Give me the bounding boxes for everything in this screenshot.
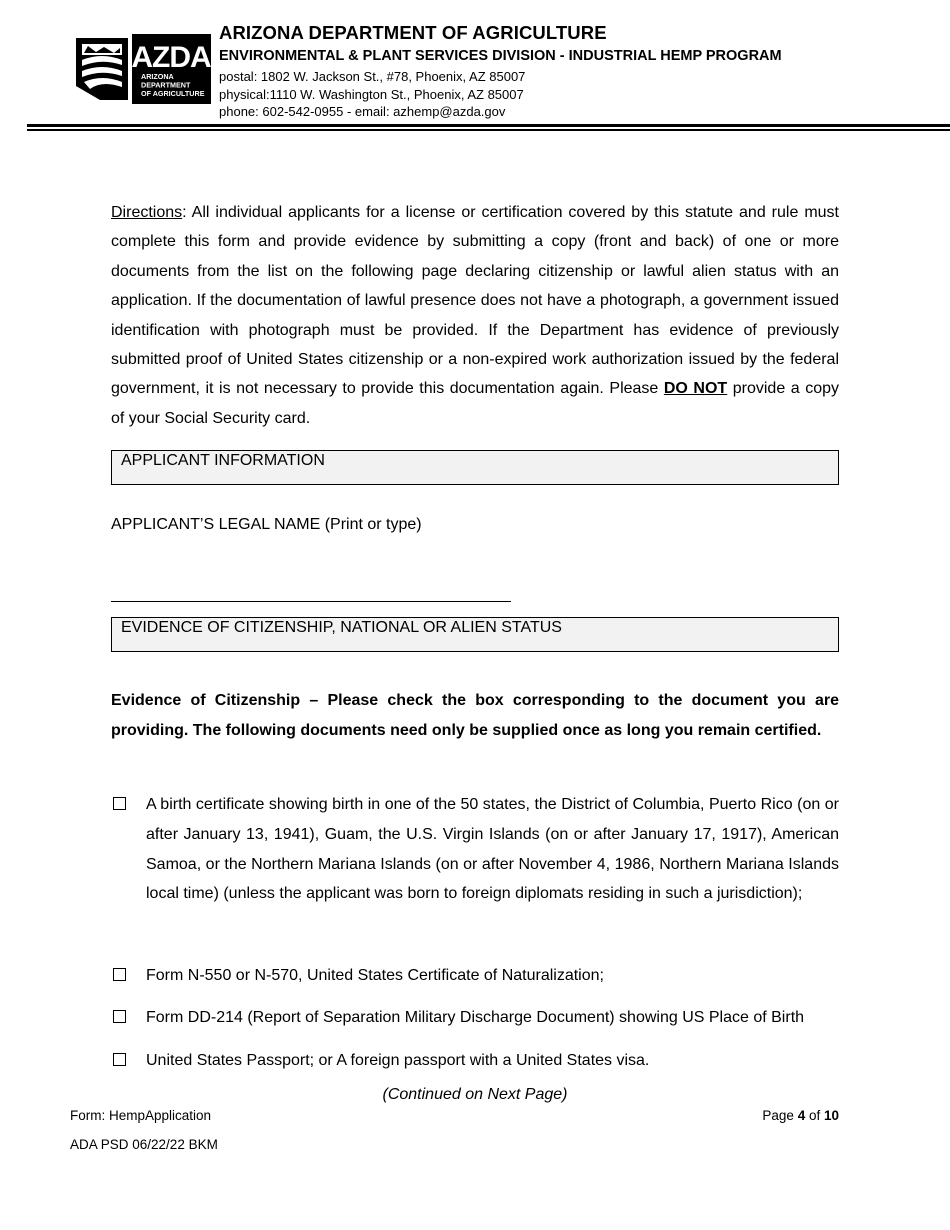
applicant-information-title: APPLICANT INFORMATION — [121, 452, 325, 469]
legal-name-label: APPLICANT’S LEGAL NAME (Print or type) — [111, 516, 422, 533]
page-total: 10 — [823, 1108, 839, 1123]
header-rule-thin — [27, 129, 950, 131]
page-mid: of — [805, 1108, 824, 1123]
checklist-item-text: Form N-550 or N-570, United States Certificate of Naturalization; — [146, 967, 604, 984]
directions-label: Directions — [111, 204, 183, 221]
revision-code: ADA PSD 06/22/22 BKM — [70, 1137, 218, 1152]
postal-address: postal: 1802 W. Jackson St., #78, Phoenix, AZ 85007 — [219, 69, 526, 84]
logo-subtext-1: ARIZONA — [141, 72, 174, 81]
evidence-instructions: Evidence of Citizenship – Please check the box corresponding to the document you are providing. The following documents need only be supplied once as long you remain certified. — [111, 692, 839, 739]
directions-text-end: provide a copy of your Social Security card. — [111, 380, 840, 427]
header-rule-thick — [27, 124, 950, 127]
do-not-emphasis: DO NOT — [663, 380, 728, 398]
page-current: 4 — [797, 1108, 806, 1123]
naturalization-checkbox[interactable] — [113, 968, 126, 981]
logo-subtext-3: OF AGRICULTURE — [141, 89, 205, 98]
logo-wordmark: AZDA — [131, 41, 211, 74]
department-title: ARIZONA DEPARTMENT OF AGRICULTURE — [219, 22, 607, 43]
physical-address: physical:1110 W. Washington St., Phoenix, AZ 85007 — [219, 86, 524, 102]
division-title: ENVIRONMENTAL & PLANT SERVICES DIVISION - INDUSTRIAL HEMP PROGRAM — [219, 48, 782, 64]
continued-note: (Continued on Next Page) — [382, 1086, 568, 1103]
form-name: Form: HempApplication — [70, 1108, 212, 1123]
logo-subtext-2: DEPARTMENT — [141, 80, 191, 90]
page-prefix: Page — [762, 1108, 798, 1123]
directions-paragraph — [111, 198, 839, 433]
applicant-information-header — [111, 450, 839, 485]
birth-certificate-checkbox[interactable] — [113, 797, 126, 810]
directions-text: : All individual applicants for a license or certification covered by this statute and rule must complete this form and provide evidence by submitting a copy (front and back) of one or more documents from the list on the following page declaring citizenship or lawful alien status with an application. If the documentation of lawful presence does not have a photograph, a government issued identification with photograph must be provided. If the Department has evidence of previously submitted proof of United States citizenship or a non-expired work authorization issued by the federal government, it is not necessary to provide this documentation again. Please — [111, 204, 839, 398]
evidence-header-title: EVIDENCE OF CITIZENSHIP, NATIONAL OR ALIEN STATUS — [121, 619, 562, 636]
checklist-item-text: Form DD-214 (Report of Separation Military Discharge Document) showing US Place of Birth — [146, 1009, 805, 1026]
checklist-item-text: A birth certificate showing birth in one of the 50 states, the District of Columbia, Puerto Rico (on or after January 13, 1941), Guam, the U.S. Virgin Islands (on or after January 17, 1917), American Samoa, or the Northern Mariana Islands (on or after November 4, 1986, Northern Mariana Islands local time) (unless the applicant was born to foreign diplomats residing in such a jurisdiction); — [146, 796, 839, 903]
letterhead — [219, 24, 782, 121]
page-number — [762, 1108, 839, 1123]
dd214-checkbox[interactable] — [113, 1010, 126, 1023]
evidence-header — [111, 617, 839, 652]
checklist-item-text: United States Passport; or A foreign passport with a United States visa. — [146, 1052, 650, 1069]
legal-name-field[interactable] — [111, 601, 511, 602]
contact-info: phone: 602-542-0955 - email: azhemp@azda.gov — [219, 104, 506, 119]
azda-logo — [74, 34, 211, 104]
passport-checkbox[interactable] — [113, 1053, 126, 1066]
